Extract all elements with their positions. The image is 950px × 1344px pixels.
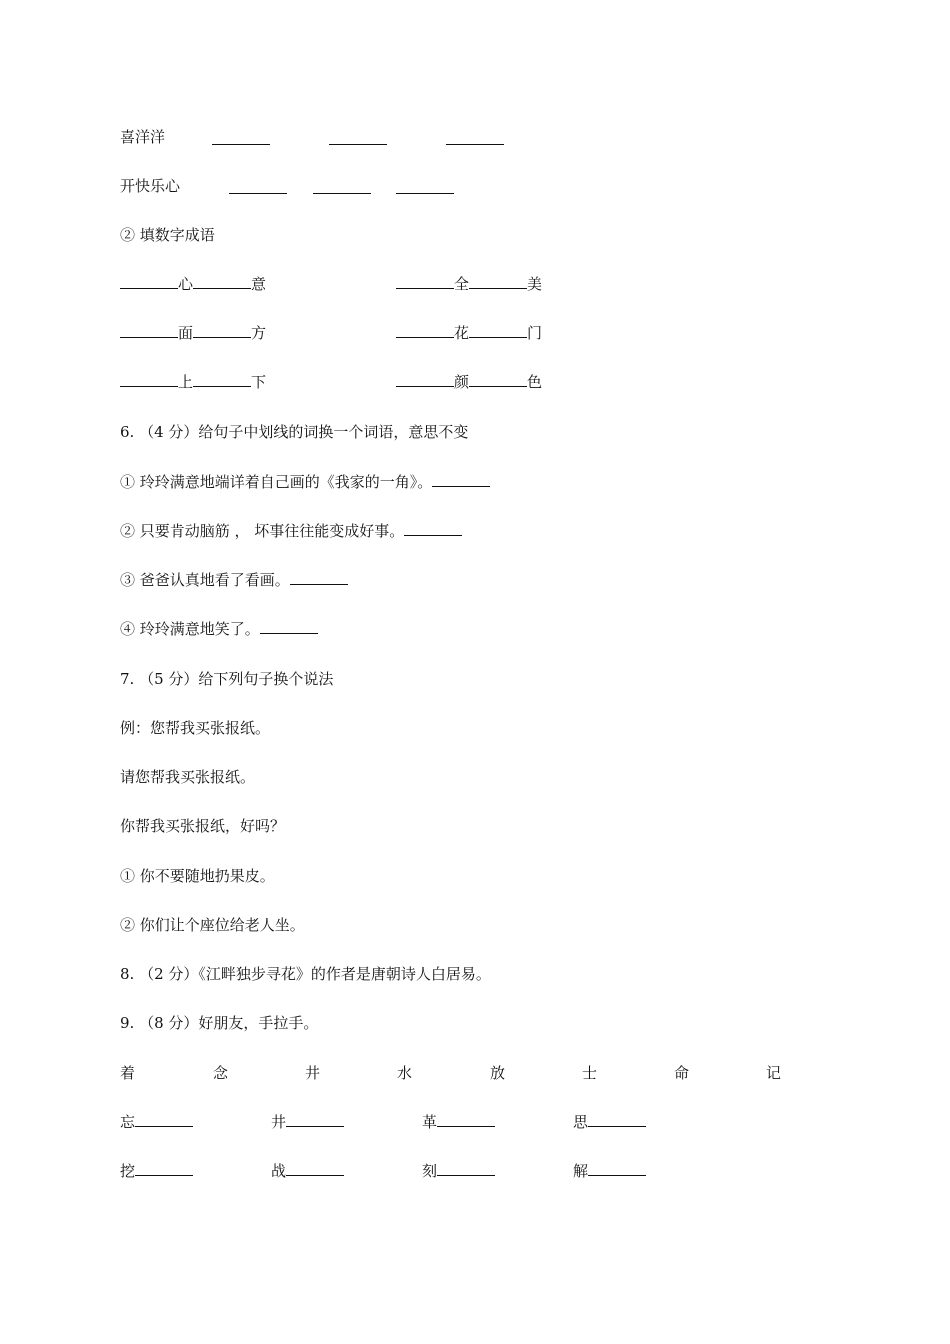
idiom-item: 心 意: [120, 274, 266, 294]
example-text: 请您帮我买张报纸。: [120, 768, 256, 786]
answer-blank[interactable]: [404, 521, 462, 536]
answer-blank[interactable]: [469, 372, 527, 387]
pair-item: 战: [271, 1161, 344, 1181]
question-subtitle: ② 填数字成语: [120, 226, 215, 244]
answer-blank[interactable]: [437, 1112, 495, 1127]
question-6-item: ② 只要肯动脑筋 ， 坏事往往能变成好事。: [120, 521, 462, 541]
char-option: 命: [674, 1064, 690, 1082]
answer-blank[interactable]: [286, 1161, 344, 1176]
answer-blank[interactable]: [286, 1112, 344, 1127]
answer-blank[interactable]: [120, 274, 178, 289]
pair-item: 思: [573, 1112, 646, 1132]
answer-blank[interactable]: [469, 274, 527, 289]
answer-blank[interactable]: [193, 323, 251, 338]
answer-blank[interactable]: [469, 323, 527, 338]
pair-item: 忘: [120, 1112, 193, 1132]
idiom-item: 花 门: [396, 323, 542, 343]
pair-item: 解: [573, 1161, 646, 1181]
answer-blank[interactable]: [396, 179, 454, 194]
idiom-item: 全 美: [396, 274, 542, 294]
pair-item: 革: [422, 1112, 495, 1132]
question-7-item: ① 你不要随地扔果皮。: [120, 867, 275, 885]
char-option: 水: [397, 1064, 413, 1082]
answer-blank[interactable]: [396, 274, 454, 289]
answer-blank[interactable]: [120, 372, 178, 387]
answer-blank[interactable]: [193, 274, 251, 289]
example-text: 例：您帮我买张报纸。: [120, 719, 271, 737]
example-text: 你帮我买张报纸，好吗？: [120, 817, 286, 835]
question-7-item: ② 你们让个座位给老人坐。: [120, 916, 305, 934]
word-xiyangyang: 喜洋洋: [120, 128, 166, 146]
question-6-title: 6. （4 分）给句子中划线的词换一个词语，意思不变: [120, 423, 469, 441]
question-6-item: ① 玲玲满意地端详着自己画的《我家的一角》。: [120, 472, 490, 492]
idiom-item: 上 下: [120, 372, 266, 392]
question-7-title: 7. （5 分）给下列句子换个说法: [120, 670, 334, 688]
answer-blank[interactable]: [193, 372, 251, 387]
answer-blank[interactable]: [135, 1161, 193, 1176]
answer-blank[interactable]: [396, 323, 454, 338]
pair-item: 刻: [422, 1161, 495, 1181]
answer-blank[interactable]: [260, 619, 318, 634]
answer-blank[interactable]: [396, 372, 454, 387]
answer-blank[interactable]: [313, 179, 371, 194]
answer-blank[interactable]: [120, 323, 178, 338]
char-option: 念: [213, 1064, 229, 1082]
answer-blank[interactable]: [437, 1161, 495, 1176]
answer-blank[interactable]: [135, 1112, 193, 1127]
word-kaixin: 开快乐心: [120, 177, 181, 195]
answer-blank[interactable]: [432, 472, 490, 487]
char-option: 士: [582, 1064, 598, 1082]
answer-blank[interactable]: [446, 130, 504, 145]
char-option: 井: [305, 1064, 321, 1082]
answer-blank[interactable]: [290, 570, 348, 585]
char-option: 记: [766, 1064, 782, 1082]
answer-blank[interactable]: [329, 130, 387, 145]
char-option: 放: [490, 1064, 506, 1082]
pair-item: 井: [271, 1112, 344, 1132]
question-6-item: ③ 爸爸认真地看了看画。: [120, 570, 348, 590]
char-option: 着: [120, 1064, 136, 1082]
idiom-item: 颜 色: [396, 372, 542, 392]
answer-blank[interactable]: [588, 1112, 646, 1127]
answer-blank[interactable]: [229, 179, 287, 194]
idiom-item: 面 方: [120, 323, 266, 343]
answer-blank[interactable]: [588, 1161, 646, 1176]
answer-blank[interactable]: [212, 130, 270, 145]
question-6-item: ④ 玲玲满意地笑了。: [120, 619, 318, 639]
question-9-title: 9. （8 分）好朋友，手拉手。: [120, 1014, 319, 1032]
pair-item: 挖: [120, 1161, 193, 1181]
question-8-title: 8. （2 分）《江畔独步寻花》的作者是唐朝诗人白居易。: [120, 965, 491, 983]
